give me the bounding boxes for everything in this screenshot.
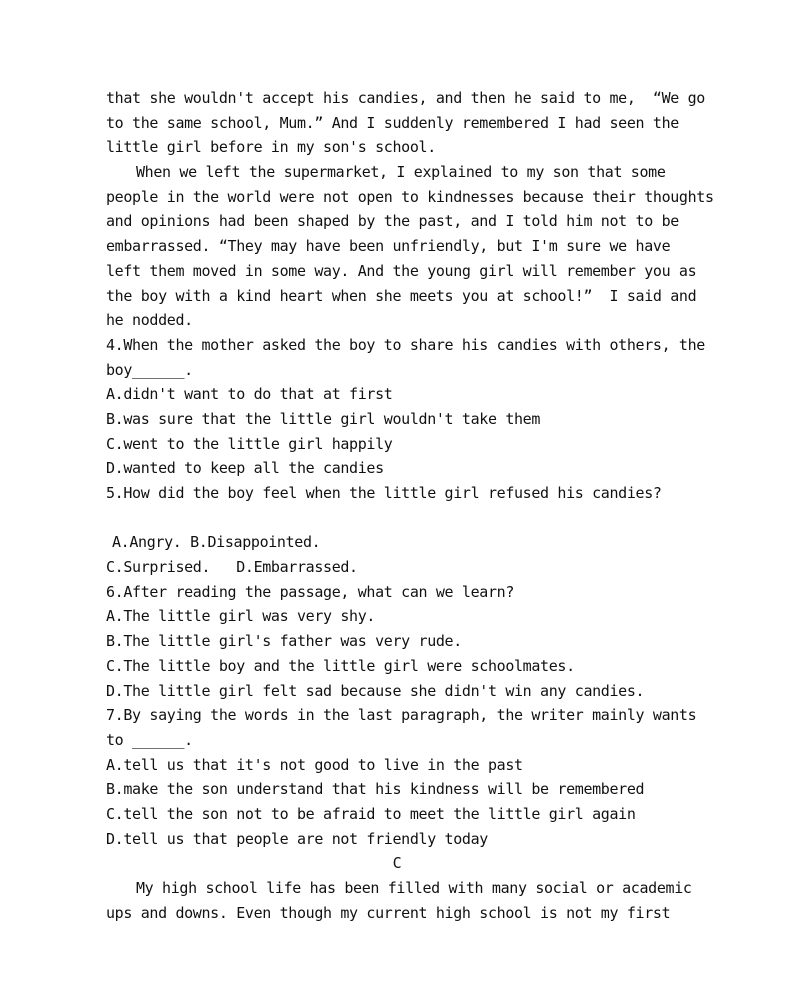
answer-option-c: C.The little boy and the little girl were schoolmates.	[106, 656, 575, 675]
answer-option-a: A.didn't want to do that at first	[106, 385, 393, 404]
question-7	[106, 703, 696, 851]
text-line: little girl before in my son's school.	[106, 138, 436, 157]
blank-line	[106, 506, 696, 531]
passage-b-last-paragraph	[106, 160, 714, 333]
question-stem: to ______.	[106, 730, 193, 749]
text-line: the boy with a kind heart when she meets you at school!” I said and	[106, 286, 697, 305]
text-line: that she wouldn't accept his candies, and then he said to me, “We go	[106, 89, 705, 107]
text-line: My high school life has been filled with many social or academic	[136, 879, 692, 897]
question-4	[106, 333, 705, 481]
section-heading: C	[392, 854, 402, 873]
text-line: to the same school, Mum.” And I suddenly remembered I had seen the	[106, 113, 679, 132]
question-stem: boy______.	[106, 360, 193, 379]
answer-option-d: D.tell us that people are not friendly today	[106, 829, 488, 848]
text-line: left them moved in some way. And the young girl will remember you as	[106, 261, 697, 280]
answer-option-b: B.was sure that the little girl wouldn't take them	[106, 409, 541, 428]
answer-options-row: A.Angry. B.Disappointed.	[112, 533, 321, 552]
answer-option-b: B.The little girl's father was very rude.	[106, 632, 462, 651]
question-stem: 5.How did the boy feel when the little girl refused his candies?	[106, 484, 662, 502]
answer-option-c: C.tell the son not to be afraid to meet the little girl again	[106, 804, 636, 823]
question-stem: 7.By saying the words in the last paragraph, the writer mainly wants	[106, 706, 697, 725]
answer-options-row: C.Surprised. D.Embarrassed.	[106, 558, 358, 577]
answer-option-d: D.wanted to keep all the candies	[106, 459, 384, 478]
text-line: and opinions had been shaped by the past, and I told him not to be	[106, 212, 679, 231]
answer-option-a: A.tell us that it's not good to live in the past	[106, 755, 523, 774]
section-c	[106, 851, 696, 925]
text-line: people in the world were not open to kindnesses because their thoughts	[106, 187, 714, 206]
answer-option-d: D.The little girl felt sad because she didn't win any candies.	[106, 681, 645, 700]
question-6	[106, 580, 696, 703]
text-line: When we left the supermarket, I explained to my son that some	[136, 163, 666, 182]
document-page	[106, 86, 714, 925]
question-stem: 4.When the mother asked the boy to share his candies with others, the	[106, 335, 705, 354]
question-5	[106, 481, 696, 580]
answer-option-b: B.make the son understand that his kindness will be remembered	[106, 780, 645, 799]
answer-option-c: C.went to the little girl happily	[106, 434, 393, 453]
question-stem: 6.After reading the passage, what can we learn?	[106, 582, 514, 601]
text-line: embarrassed. “They may have been unfriendly, but I'm sure we have	[106, 237, 671, 256]
text-line: he nodded.	[106, 311, 193, 330]
passage-b-ending	[106, 86, 705, 160]
answer-option-a: A.The little girl was very shy.	[106, 607, 376, 626]
text-line: ups and downs. Even though my current high school is not my first	[106, 903, 671, 922]
